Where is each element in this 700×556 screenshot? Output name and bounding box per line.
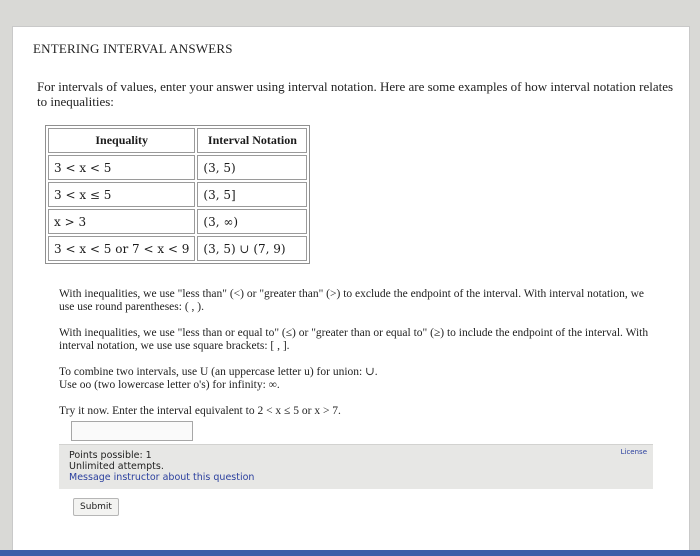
section-title: ENTERING INTERVAL ANSWERS: [33, 41, 233, 56]
interval-cell: (3, 5): [197, 155, 307, 180]
intro-text: For intervals of values, enter your answer using interval notation. Here are some examples of how interval notation relates to inequalities:: [37, 79, 674, 109]
union-note: To combine two intervals, use U (an uppercase letter u) for union: ∪.: [59, 366, 378, 378]
attempts-info: Unlimited attempts.: [69, 461, 164, 472]
interval-cell: (3, 5]: [197, 182, 307, 207]
strict-inequality-note: With inequalities, we use "less than" (<) or "greater than" (>) to exclude the endpoint of the interval. With interval notation, we use use round parentheses: ( , ).: [59, 288, 644, 313]
examples-table: [45, 125, 310, 264]
table-row: [48, 155, 307, 180]
inequality-cell: x > 3: [48, 209, 195, 234]
table-row: [48, 182, 307, 207]
table-row: [48, 209, 307, 234]
interval-cell: (3, 5) ∪ (7, 9): [197, 236, 307, 261]
union-infinity-note: [59, 366, 649, 392]
column-header-interval: Interval Notation: [197, 128, 307, 153]
table-header-row: [48, 128, 307, 153]
taskbar-strip: [0, 550, 700, 556]
column-header-inequality: Inequality: [48, 128, 195, 153]
question-prompt: Try it now. Enter the interval equivalent to 2 < x ≤ 5 or x > 7.: [59, 405, 341, 417]
submit-button[interactable]: Submit: [73, 498, 119, 516]
inequality-cell: 3 < x ≤ 5: [48, 182, 195, 207]
explanation-block: [59, 288, 649, 418]
answer-input[interactable]: [71, 421, 193, 441]
infinity-note: Use oo (two lowercase letter o's) for infinity: ∞.: [59, 379, 280, 391]
inclusive-inequality-note: With inequalities, we use "less than or equal to" (≤) or "greater than or equal to" (≥) to include the endpoint of the interval. With interval notation, we use use square brackets: [ , ].: [59, 327, 649, 352]
points-possible: Points possible: 1: [69, 450, 152, 461]
license-link[interactable]: License: [620, 448, 647, 456]
status-panel: [59, 444, 653, 489]
interval-cell: (3, ∞): [197, 209, 307, 234]
message-instructor-link[interactable]: Message instructor about this question: [69, 472, 255, 483]
table-row: [48, 236, 307, 261]
inequality-cell: 3 < x < 5 or 7 < x < 9: [48, 236, 195, 261]
inequality-cell: 3 < x < 5: [48, 155, 195, 180]
